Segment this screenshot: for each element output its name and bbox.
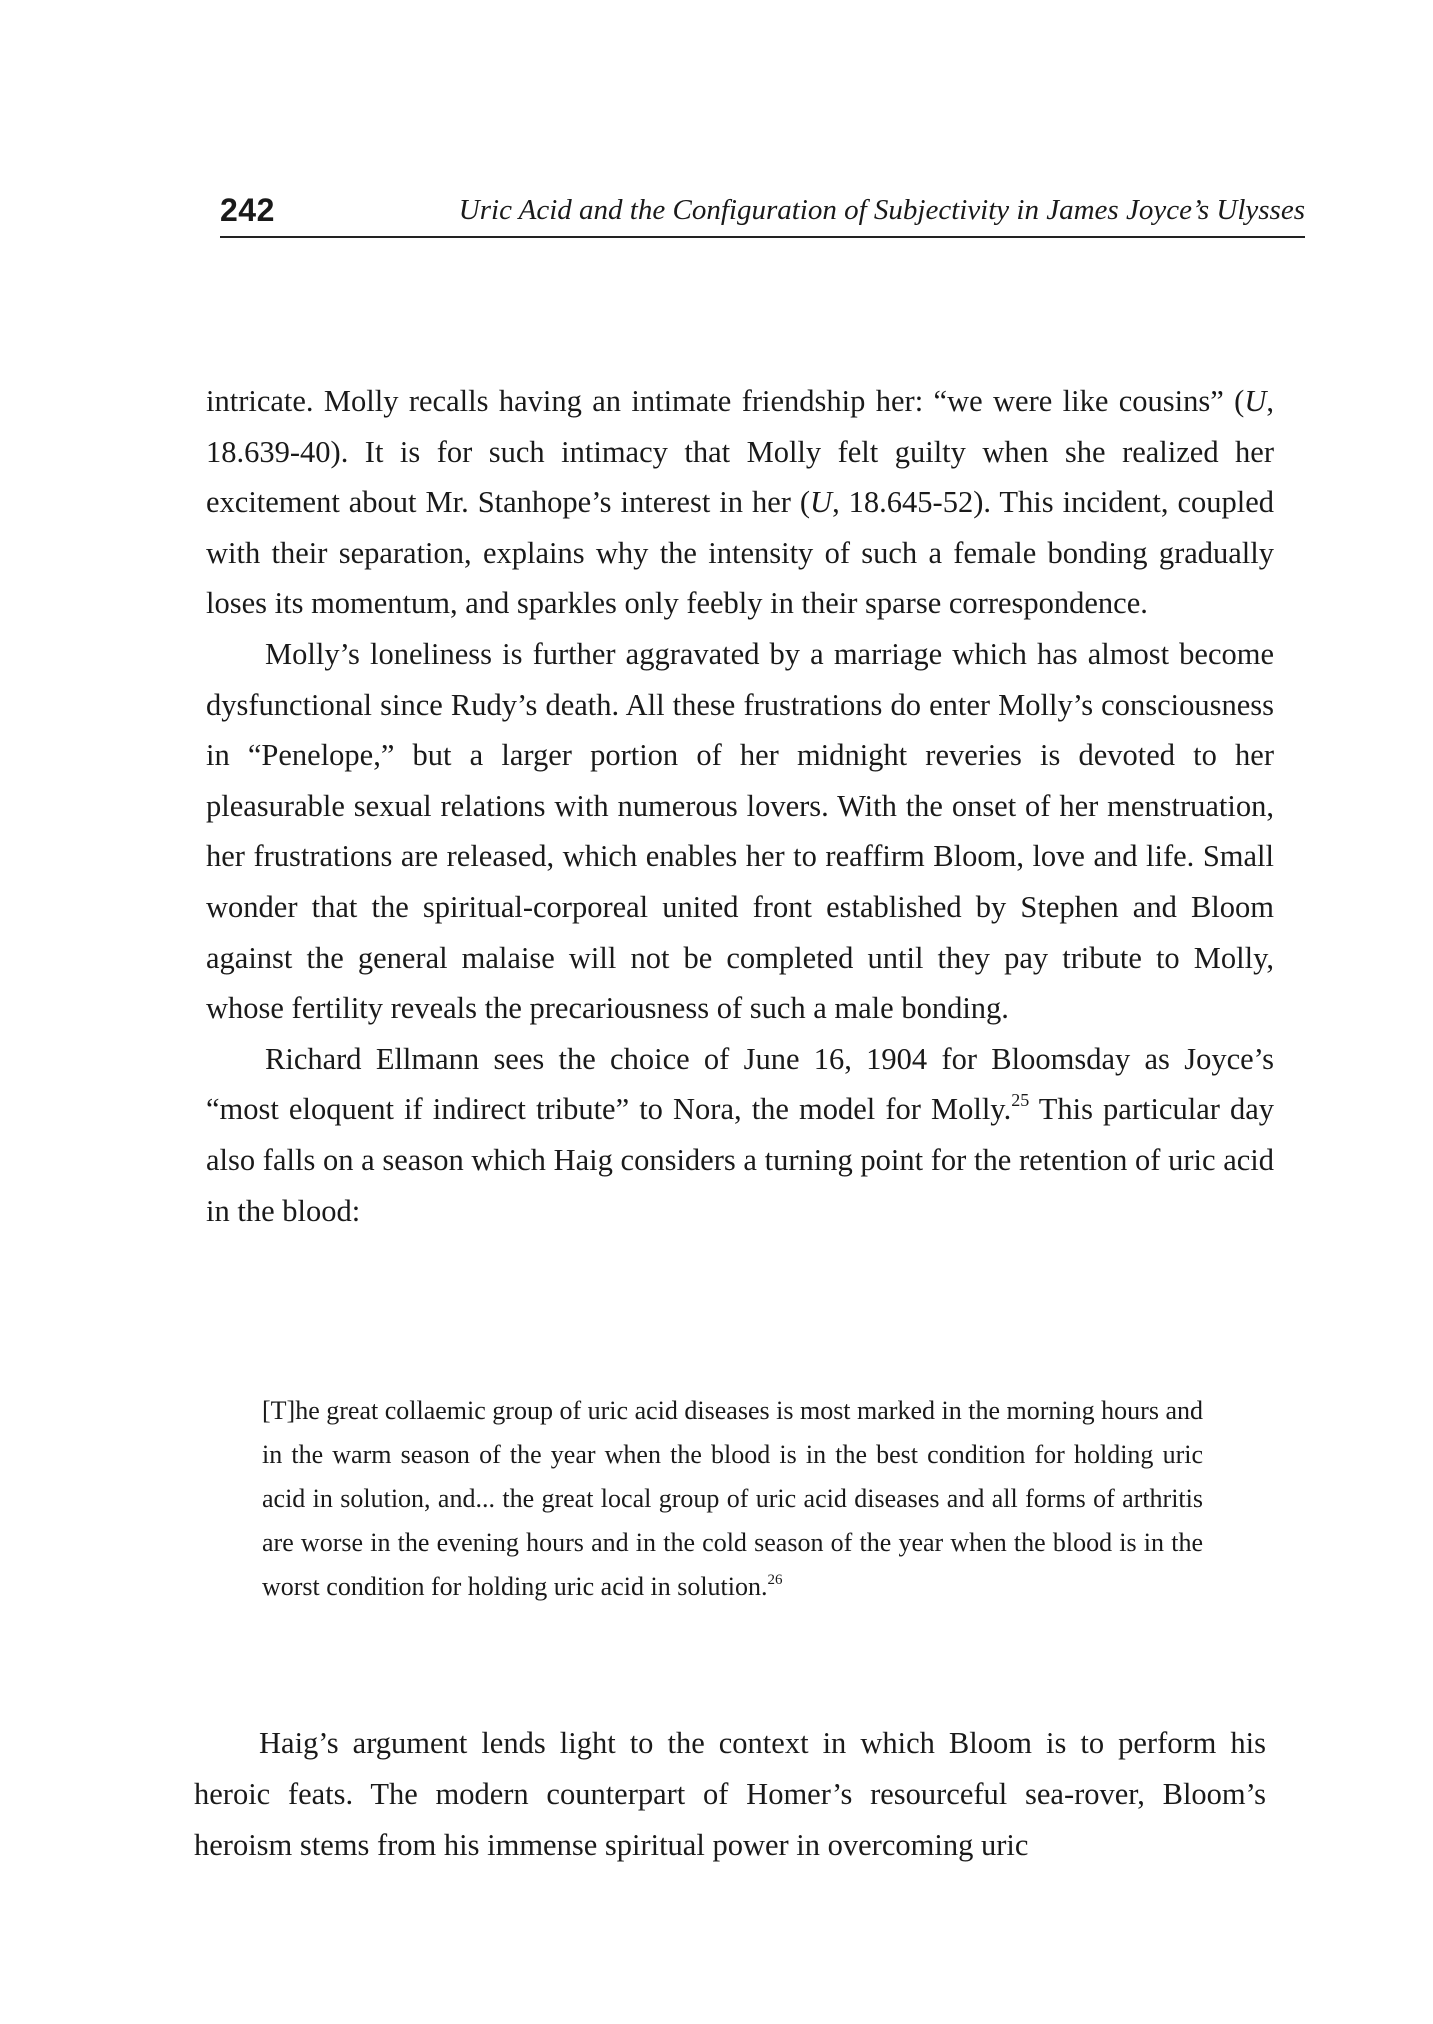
body-text (206, 376, 1274, 1236)
ulysses-abbrev: U (810, 485, 833, 520)
paragraph-3 (206, 1034, 1274, 1236)
page-number: 242 (220, 192, 275, 228)
footnote-marker-25[interactable]: 25 (1011, 1090, 1030, 1111)
page-header (220, 190, 1305, 238)
paragraph-2: Molly’s loneliness is further aggravated by a marriage which has almost become dysfunctional since Rudy’s death. All these frustrations do enter Molly’s consciousness in “Penelope,” but a larger portion of her midnight reveries is devoted to her pleasurable sexual relations with numerous lovers. With the onset of her menstruation, her frustrations are released, which enables her to reaffirm Bloom, love and life. Small wonder that the spiritual-corporeal united front established by Stephen and Bloom against the general malaise will not be completed until they pay tribute to Molly, whose fertility reveals the precariousness of such a male bonding. (206, 636, 1274, 1026)
footnote-marker-26[interactable]: 26 (767, 1572, 783, 1588)
paragraph-1-text-2: , 18.639-40). It is for such intimacy that Molly felt guilty when she realized her excitement about Mr. Stanhope’s interest in her ( (206, 384, 1274, 520)
block-quote (262, 1389, 1203, 1609)
paragraph-4: Haig’s argument lends light to the context in which Bloom is to perform his heroic feats. The modern counterpart of Homer’s resourceful sea-rover, Bloom’s heroism stems from his immense spiritual power in overcoming uric (194, 1726, 1266, 1862)
running-title: Uric Acid and the Configuration of Subjectivity in James Joyce’s Ulysses (458, 194, 1305, 226)
paragraph-3-text: Richard Ellmann sees the choice of June 16, 1904 for Bloomsday as Joyce’s “most eloquent if indirect tribute” to Nora, the model for Molly. (206, 1041, 1274, 1127)
paragraph-1-text: intricate. Molly recalls having an intimate friendship her: “we were like cousins” ( (206, 384, 1245, 418)
closing-text (194, 1718, 1266, 1871)
paragraph-1-text-3: , 18.645-52). This incident, coupled with their separation, explains why the intensity of such a female bonding gradually loses its momentum, and sparkles only feebly in their sparse correspondence. (206, 485, 1275, 621)
block-quote-body: [T]he great collaemic group of uric acid diseases is most marked in the morning hours and in the warm season of the year when the blood is in the best condition for holding uric acid in solution, and... the great local group of uric acid diseases and all forms of arthritis are worse in the evening hours and in the cold season of the year when the blood is in the worst condition for holding uric acid in solution. (262, 1396, 1203, 1601)
ulysses-abbrev: U (1244, 384, 1267, 418)
paragraph-3-text-2: This particular day also falls on a season which Haig considers a turning point for the retention of uric acid in the blood: (206, 1092, 1274, 1228)
block-quote-text (262, 1389, 1203, 1609)
paragraph-1 (206, 376, 1274, 629)
